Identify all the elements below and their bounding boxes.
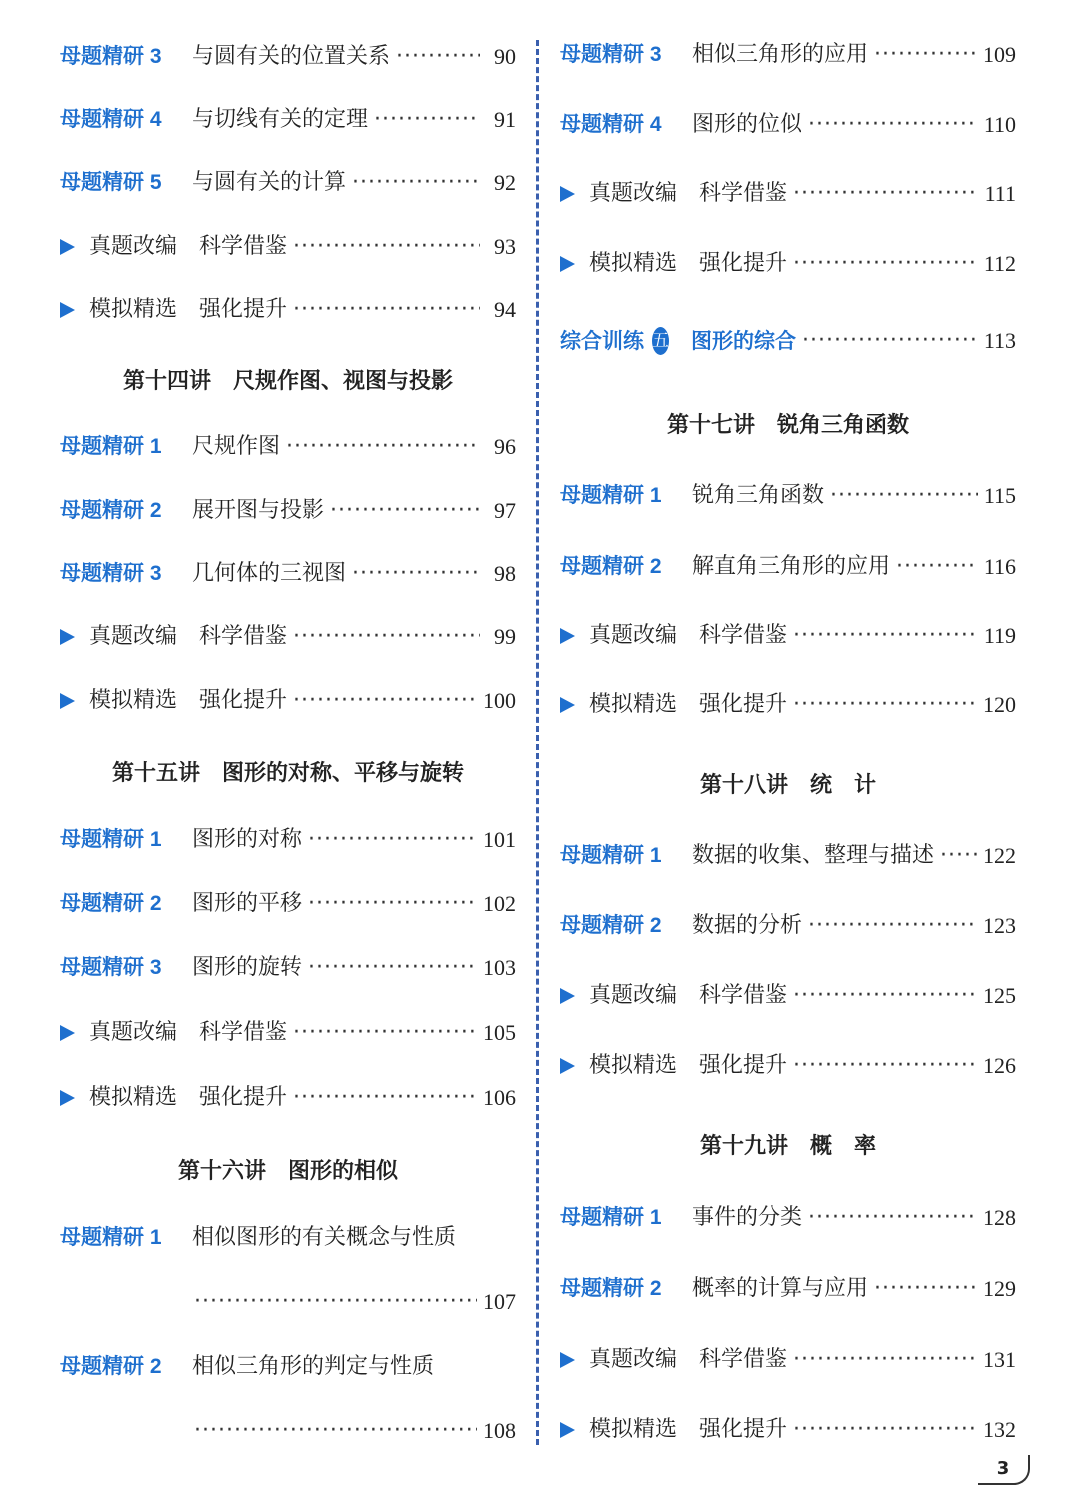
entry-sub2: 科学借鉴 [199,624,288,649]
toc-entry[interactable] [560,911,1016,941]
leader-dots [194,1287,477,1317]
column-divider [536,40,539,1445]
entry-sub1: 模拟精选 [589,692,678,717]
entry-sub1: 真题改编 [589,181,678,206]
entry-title: 相似图形的有关概念与性质 [192,1225,457,1250]
leader-dots [308,889,477,919]
toc-entry[interactable] [60,432,516,462]
toc-entry[interactable] [560,1415,1016,1445]
entry-tag: 母题精研 5 [60,171,162,194]
toc-entry[interactable] [60,496,516,526]
toc-entry[interactable] [560,841,1016,871]
entry-page: 103 [483,955,516,980]
toc-entry[interactable] [60,1083,516,1113]
leader-dots [793,249,978,279]
toc-entry[interactable] [60,889,516,919]
toc-entry[interactable] [560,249,1016,279]
entry-title: 图形的对称 [192,827,303,852]
toc-entry-continuation[interactable] [60,1416,516,1446]
entry-title: 相似三角形的判定与性质 [192,1354,435,1379]
entry-tag: 母题精研 2 [60,1355,162,1378]
chapter-heading: 第十九讲 概 率 [699,1134,876,1159]
entry-title: 与切线有关的定理 [192,107,369,132]
leader-dots [308,953,477,983]
leader-dots [793,179,979,209]
entry-page: 115 [983,483,1016,508]
triangle-bullet-icon [560,186,575,202]
leader-dots [874,1274,977,1304]
toc-entry[interactable] [60,686,516,716]
toc-entry[interactable] [560,552,1016,582]
page-number: 3 [978,1455,1030,1485]
entry-page: 94 [494,297,516,322]
toc-entry[interactable] [560,40,1016,70]
entry-sub1: 真题改编 [89,1020,178,1045]
entry-sub2: 强化提升 [699,1053,788,1078]
entry-sub1: 真题改编 [89,234,178,259]
triangle-bullet-icon [60,1090,75,1106]
leader-dots [352,559,480,589]
entry-page: 113 [983,328,1016,353]
entry-sub2: 科学借鉴 [699,983,788,1008]
leader-dots [802,326,978,356]
entry-tag: 母题精研 1 [60,435,162,458]
entry-page: 108 [483,1418,516,1443]
chapter-heading: 第十四讲 尺规作图、视图与投影 [122,369,453,394]
entry-tag: 母题精研 1 [60,1226,162,1249]
entry-page: 126 [983,1053,1016,1078]
toc-entry[interactable] [60,559,516,589]
entry-sub2: 强化提升 [199,1085,288,1110]
entry-sub1: 真题改编 [589,623,678,648]
entry-sub2: 科学借鉴 [699,623,788,648]
entry-title: 尺规作图 [192,434,281,459]
leader-dots [793,1415,977,1445]
leader-dots [793,1051,977,1081]
toc-entry[interactable] [560,1051,1016,1081]
leader-dots [793,621,978,651]
entry-page: 128 [983,1205,1016,1230]
leader-dots [308,825,477,855]
leader-dots [374,105,480,135]
leader-dots [808,911,977,941]
chapter-heading: 第十六讲 图形的相似 [177,1159,398,1184]
triangle-bullet-icon [60,239,75,255]
entry-sub2: 科学借鉴 [699,181,788,206]
entry-page: 120 [983,692,1016,717]
entry-page: 110 [983,112,1016,137]
entry-page: 105 [483,1020,516,1045]
entry-page: 93 [494,234,516,259]
toc-entry[interactable] [60,825,516,855]
entry-page: 116 [983,554,1016,579]
leader-dots [194,1416,477,1446]
entry-page: 111 [984,181,1016,206]
entry-sub1: 真题改编 [589,983,678,1008]
toc-entry[interactable] [60,622,516,652]
toc-entry[interactable] [60,168,516,198]
entry-page: 122 [983,843,1016,868]
entry-tag: 母题精研 2 [60,499,162,522]
entry-page: 125 [983,983,1016,1008]
chapter-heading: 第十五讲 图形的对称、平移与旋转 [111,761,464,786]
toc-entry[interactable] [560,1274,1016,1304]
leader-dots [293,622,480,652]
toc-entry[interactable] [560,1203,1016,1233]
entry-sub1: 模拟精选 [589,1053,678,1078]
leader-dots [830,481,978,511]
entry-page: 129 [983,1276,1016,1301]
triangle-bullet-icon [560,988,575,1004]
entry-tag: 母题精研 2 [60,892,162,915]
leader-dots [896,552,978,582]
entry-title: 概率的计算与应用 [692,1276,869,1301]
triangle-bullet-icon [560,1058,575,1074]
entry-sub2: 强化提升 [699,692,788,717]
triangle-bullet-icon [560,1422,575,1438]
entry-sub1: 真题改编 [89,624,178,649]
leader-dots [793,690,977,720]
toc-entry[interactable] [60,1018,516,1048]
entry-tag: 母题精研 1 [560,484,662,507]
leader-dots [293,686,477,716]
leader-dots [793,981,977,1011]
toc-entry[interactable] [560,179,1016,209]
entry-page: 100 [483,688,516,713]
entry-title: 数据的分析 [692,913,803,938]
chapter-heading: 第十八讲 统 计 [699,773,876,798]
entry-page: 98 [494,561,516,586]
entry-sub1: 模拟精选 [589,1417,678,1442]
entry-sub2: 强化提升 [699,1417,788,1442]
entry-sub2: 强化提升 [199,297,288,322]
leader-dots [940,841,977,871]
leader-dots [352,168,480,198]
number-circle-icon: 五 [652,327,669,355]
toc-entry[interactable] [560,481,1016,511]
leader-dots [286,432,480,462]
entry-title: 与圆有关的位置关系 [192,44,391,69]
entry-title: 图形的平移 [192,891,303,916]
toc-entry[interactable] [60,232,516,262]
entry-tag: 母题精研 3 [60,562,162,585]
comprehensive-title: 图形的综合 [691,329,796,353]
entry-page: 107 [483,1289,516,1314]
leader-dots [293,1018,477,1048]
entry-page: 119 [983,623,1016,648]
entry-title: 数据的收集、整理与描述 [692,843,935,868]
entry-tag: 母题精研 2 [560,1277,662,1300]
entry-page: 131 [983,1347,1016,1372]
toc-entry[interactable] [60,953,516,983]
entry-sub1: 模拟精选 [89,1085,178,1110]
entry-page: 101 [483,827,516,852]
triangle-bullet-icon [560,697,575,713]
leader-dots [293,232,480,262]
chapter-heading: 第十七讲 锐角三角函数 [666,413,909,438]
entry-tag: 母题精研 1 [60,828,162,851]
leader-dots [330,496,480,526]
entry-title: 事件的分类 [692,1205,803,1230]
toc-entry[interactable] [60,1352,516,1382]
entry-title: 图形的位似 [692,112,803,137]
entry-sub2: 科学借鉴 [199,1020,288,1045]
toc-entry[interactable] [560,110,1016,140]
toc-entry-continuation[interactable] [60,1287,516,1317]
toc-entry[interactable] [60,295,516,325]
triangle-bullet-icon [560,256,575,272]
entry-title: 相似三角形的应用 [692,42,869,67]
entry-tag: 母题精研 3 [560,43,662,66]
entry-sub2: 强化提升 [199,688,288,713]
entry-title: 图形的旋转 [192,955,303,980]
entry-tag: 母题精研 1 [560,844,662,867]
leader-dots [293,295,480,325]
triangle-bullet-icon [560,628,575,644]
entry-sub1: 真题改编 [589,1347,678,1372]
entry-tag: 母题精研 4 [60,108,162,131]
triangle-bullet-icon [60,302,75,318]
entry-title: 几何体的三视图 [192,561,347,586]
triangle-bullet-icon [560,1352,575,1368]
entry-page: 99 [494,624,516,649]
entry-tag: 母题精研 1 [560,1206,662,1229]
leader-dots [808,110,978,140]
toc-entry[interactable] [560,690,1016,720]
entry-title: 解直角三角形的应用 [692,554,891,579]
entry-title: 与圆有关的计算 [192,170,347,195]
entry-page: 109 [983,42,1016,67]
entry-title: 锐角三角函数 [692,483,825,508]
entry-page: 96 [494,434,516,459]
entry-sub1: 模拟精选 [589,251,678,276]
toc-entry[interactable] [60,105,516,135]
entry-sub1: 模拟精选 [89,297,178,322]
entry-tag: 母题精研 3 [60,956,162,979]
toc-entry[interactable] [560,621,1016,651]
toc-entry[interactable] [560,1345,1016,1375]
entry-page: 91 [494,107,516,132]
triangle-bullet-icon [60,693,75,709]
entry-page: 97 [494,498,516,523]
comprehensive-tag: 综合训练 [560,329,644,353]
entry-page: 102 [483,891,516,916]
entry-page: 92 [494,170,516,195]
toc-entry[interactable] [560,981,1016,1011]
triangle-bullet-icon [60,629,75,645]
entry-page: 123 [983,913,1016,938]
entry-page: 112 [983,251,1016,276]
entry-title: 展开图与投影 [192,498,325,523]
leader-dots [874,40,977,70]
leader-dots [793,1345,977,1375]
entry-tag: 母题精研 2 [560,555,662,578]
entry-tag: 母题精研 3 [60,45,162,68]
entry-sub2: 科学借鉴 [199,234,288,259]
leader-dots [396,42,480,72]
toc-entry[interactable] [60,42,516,72]
triangle-bullet-icon [60,1025,75,1041]
entry-sub1: 模拟精选 [89,688,178,713]
entry-page: 132 [983,1417,1016,1442]
toc-entry[interactable] [60,1223,516,1253]
entry-page: 106 [483,1085,516,1110]
comprehensive-training-entry[interactable] [560,326,1016,356]
entry-tag: 母题精研 4 [560,113,662,136]
leader-dots [293,1083,477,1113]
entry-tag: 母题精研 2 [560,914,662,937]
entry-page: 90 [494,44,516,69]
entry-sub2: 强化提升 [699,251,788,276]
leader-dots [808,1203,977,1233]
entry-sub2: 科学借鉴 [699,1347,788,1372]
